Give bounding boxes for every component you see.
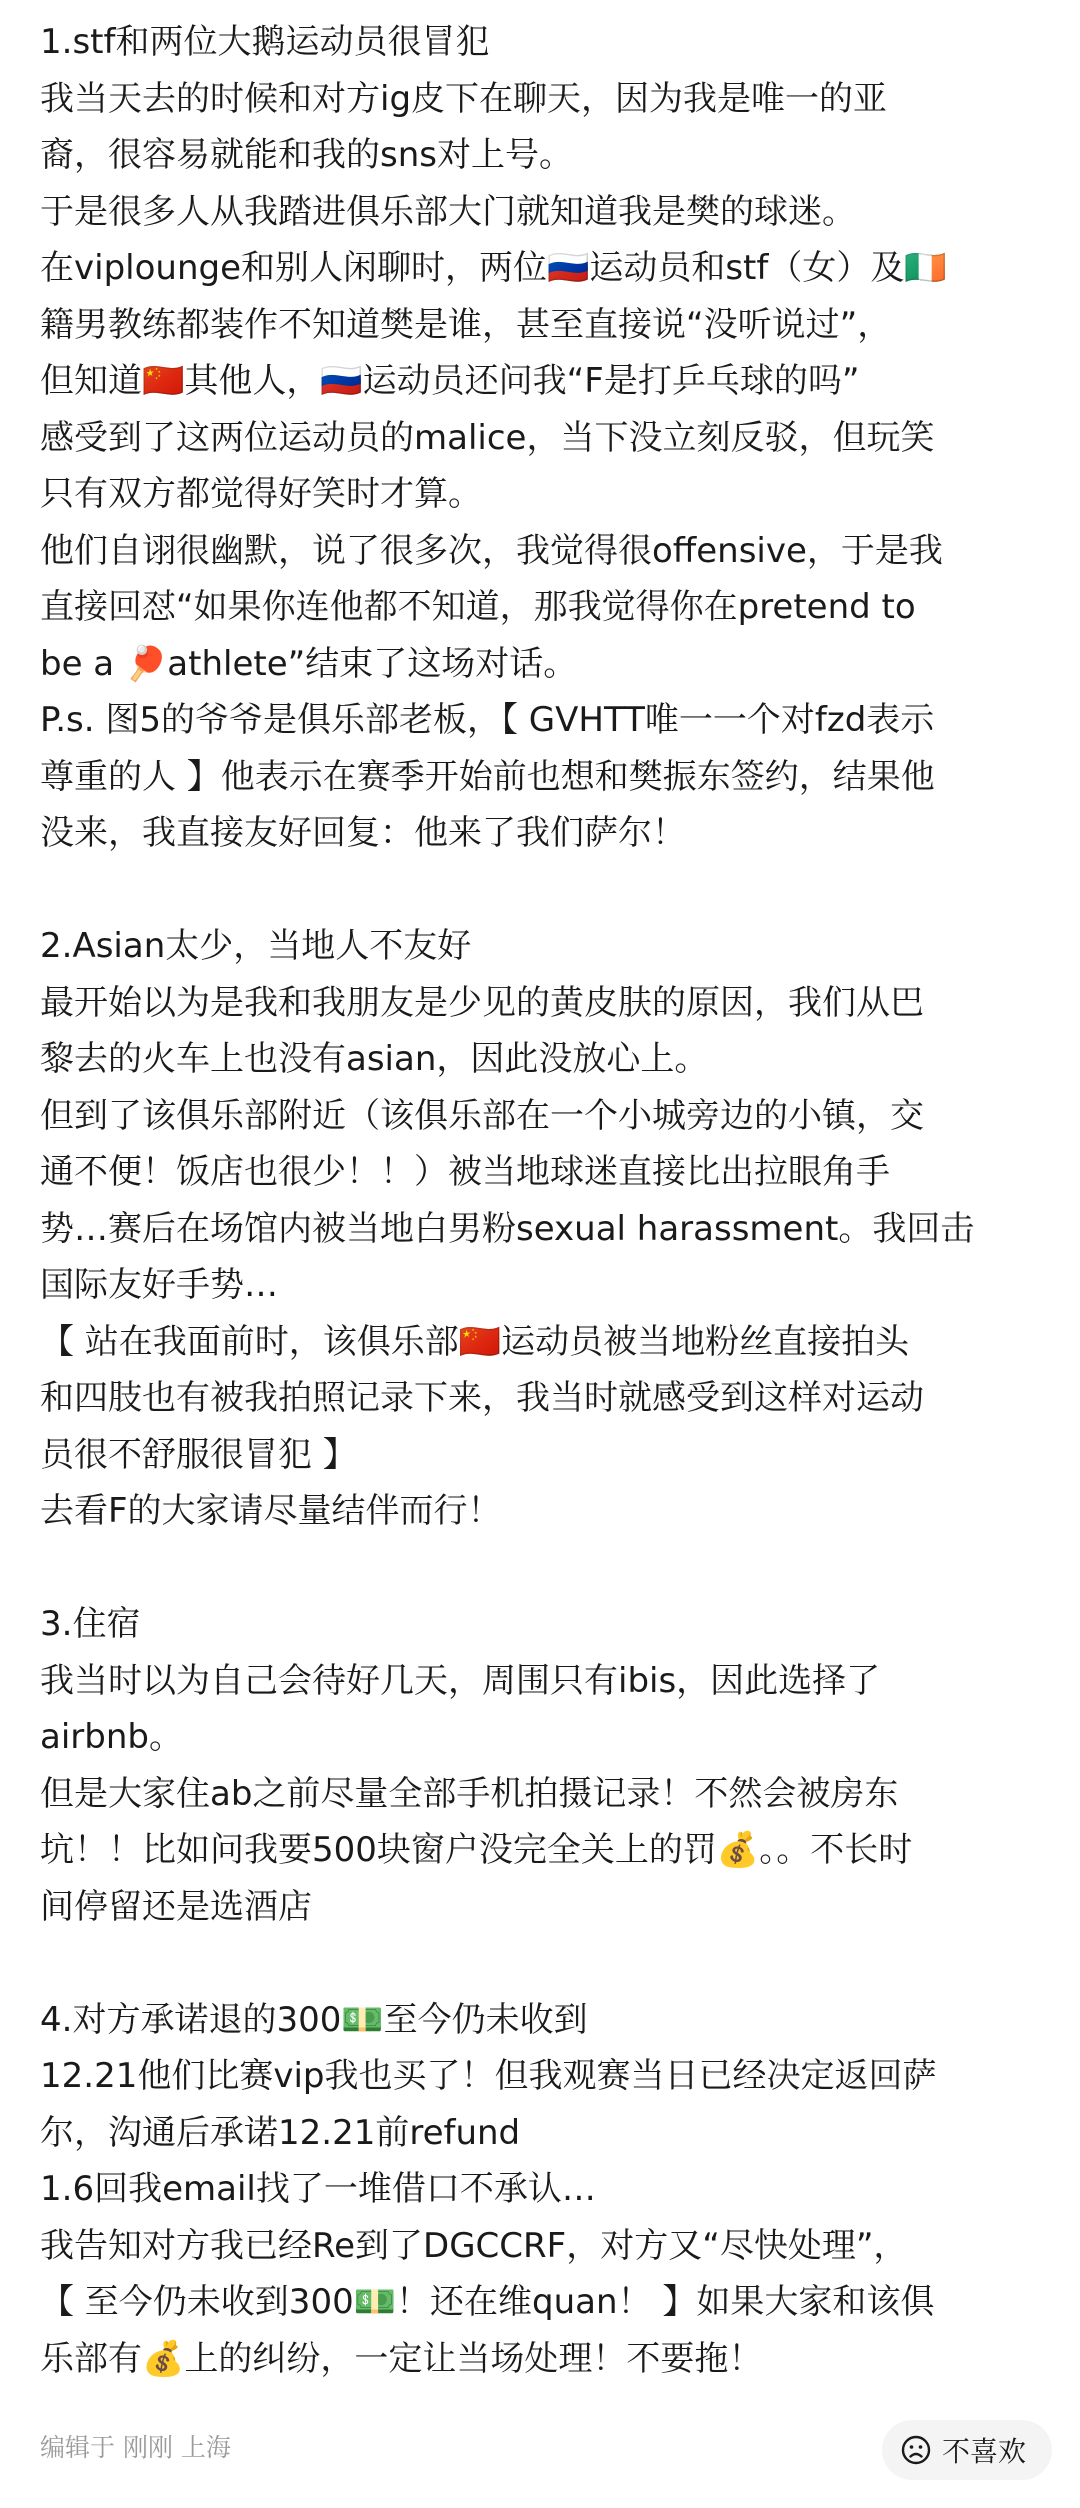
post-text-line: 黎去的火车上也没有asian，因此没放心上。: [40, 1039, 709, 1079]
post-text-line: 但到了该俱乐部附近（该俱乐部在一个小城旁边的小镇，交: [40, 1095, 924, 1136]
post-text-line: 乐部有💰上的纠纷，一定让当场处理！不要拖！: [40, 2338, 763, 2379]
post-text-line: 4.对方承诺退的300💵至今仍未收到: [40, 1999, 588, 2040]
post-text-line: 【 至今仍未收到300💵！还在维quan！ 】如果大家和该俱: [40, 2282, 935, 2322]
post-text-line: 我当天去的时候和对方ig皮下在聊天，因为我是唯一的亚: [40, 78, 888, 119]
post-text-line: 国际友好手势…: [40, 1265, 278, 1305]
dislike-label: 不喜欢: [942, 2435, 1027, 2468]
post-text-line: 去看F的大家请尽量结伴而行！: [40, 1491, 502, 1531]
post-text-line: 1.stf和两位大鹅运动员很冒犯: [40, 22, 490, 62]
post-text-line: 没来，我直接友好回复：他来了我们萨尔！: [40, 813, 686, 853]
paragraph-gap: [40, 1935, 1050, 1992]
post-text-line: 在viplounge和别人闲聊时，两位🇷🇺运动员和stf（女）及🇮🇪: [40, 248, 947, 288]
post-text-line: 坑！！比如问我要500块窗户没完全关上的罚💰。。不长时: [40, 1830, 913, 1870]
post-text-line: 籍男教练都装作不知道樊是谁，甚至直接说“没听说过”，: [40, 304, 892, 345]
paragraph-gap: [40, 862, 1050, 919]
post-text-line: 12.21他们比赛vip我也买了！但我观赛当日已经决定返回萨: [40, 2056, 937, 2096]
post-text-line: 间停留还是选酒店: [40, 1886, 312, 1927]
post-text-line: 他们自诩很幽默，说了很多次，我觉得很offensive，于是我: [40, 530, 943, 571]
post-text-line: 通不便！饭店也很少！！）被当地球迷直接比出拉眼角手: [40, 1152, 890, 1192]
post-text-line: 1.6回我email找了一堆借口不承认…: [40, 2169, 596, 2209]
post-text-line: 势…赛后在场馆内被当地白男粉sexual harassment。我回击: [40, 1208, 975, 1249]
post-text-line: 但是大家住ab之前尽量全部手机拍摄记录！不然会被房东: [40, 1773, 899, 1814]
post-text-line: 感受到了这两位运动员的malice，当下没立刻反驳，但玩笑: [40, 417, 935, 458]
post-text-line: 和四肢也有被我拍照记录下来，我当时就感受到这样对运动: [40, 1378, 924, 1418]
post-text-line: 裔，很容易就能和我的sns对上号。: [40, 135, 573, 175]
post-text-line: 员很不舒服很冒犯 】: [40, 1434, 357, 1475]
post-text-line: 尔，沟通后承诺12.21前refund: [40, 2112, 521, 2153]
post-text-line: 我告知对方我已经Re到了DGCCRF，对方又“尽快处理”，: [40, 2225, 908, 2266]
post-text-line: 于是很多人从我踏进俱乐部大门就知道我是樊的球迷。: [40, 191, 856, 232]
post-text-line: 2.Asian太少，当地人不友好: [40, 926, 472, 966]
paragraph-gap: [40, 1540, 1050, 1597]
post-text-line: 只有双方都觉得好笑时才算。: [40, 474, 482, 514]
post-text-line: 尊重的人 】他表示在赛季开始前也想和樊振东签约，结果他: [40, 756, 935, 797]
post-text-line: 但知道🇨🇳其他人，🇷🇺运动员还问我“F是打乒乓球的吗”: [40, 361, 860, 401]
post-text-line: 我当时以为自己会待好几天，周围只有ibis，因此选择了: [40, 1660, 881, 1701]
post-text-line: 【 站在我面前时，该俱乐部🇨🇳运动员被当地粉丝直接拍头: [40, 1321, 910, 1362]
post-text-line: 直接回怼“如果你连他都不知道，那我觉得你在pretend to: [40, 587, 916, 627]
dislike-button[interactable]: [882, 2420, 1052, 2480]
post-text-line: 最开始以为是我和我朋友是少见的黄皮肤的原因，我们从巴: [40, 982, 924, 1023]
edit-info: 编辑于 刚刚 上海: [40, 2433, 231, 2462]
post-body: [40, 14, 1050, 2387]
post-text-line: 3.住宿: [40, 1604, 141, 1644]
post-text-line: be a 🏓athlete”结束了这场对话。: [40, 643, 578, 684]
post-text-line: P.s. 图5的爷爷是俱乐部老板，【 GVHTT唯一一个对fzd表示: [40, 700, 935, 740]
sad-face-icon: [900, 2434, 932, 2466]
post-text-line: airbnb。: [40, 1717, 183, 1757]
